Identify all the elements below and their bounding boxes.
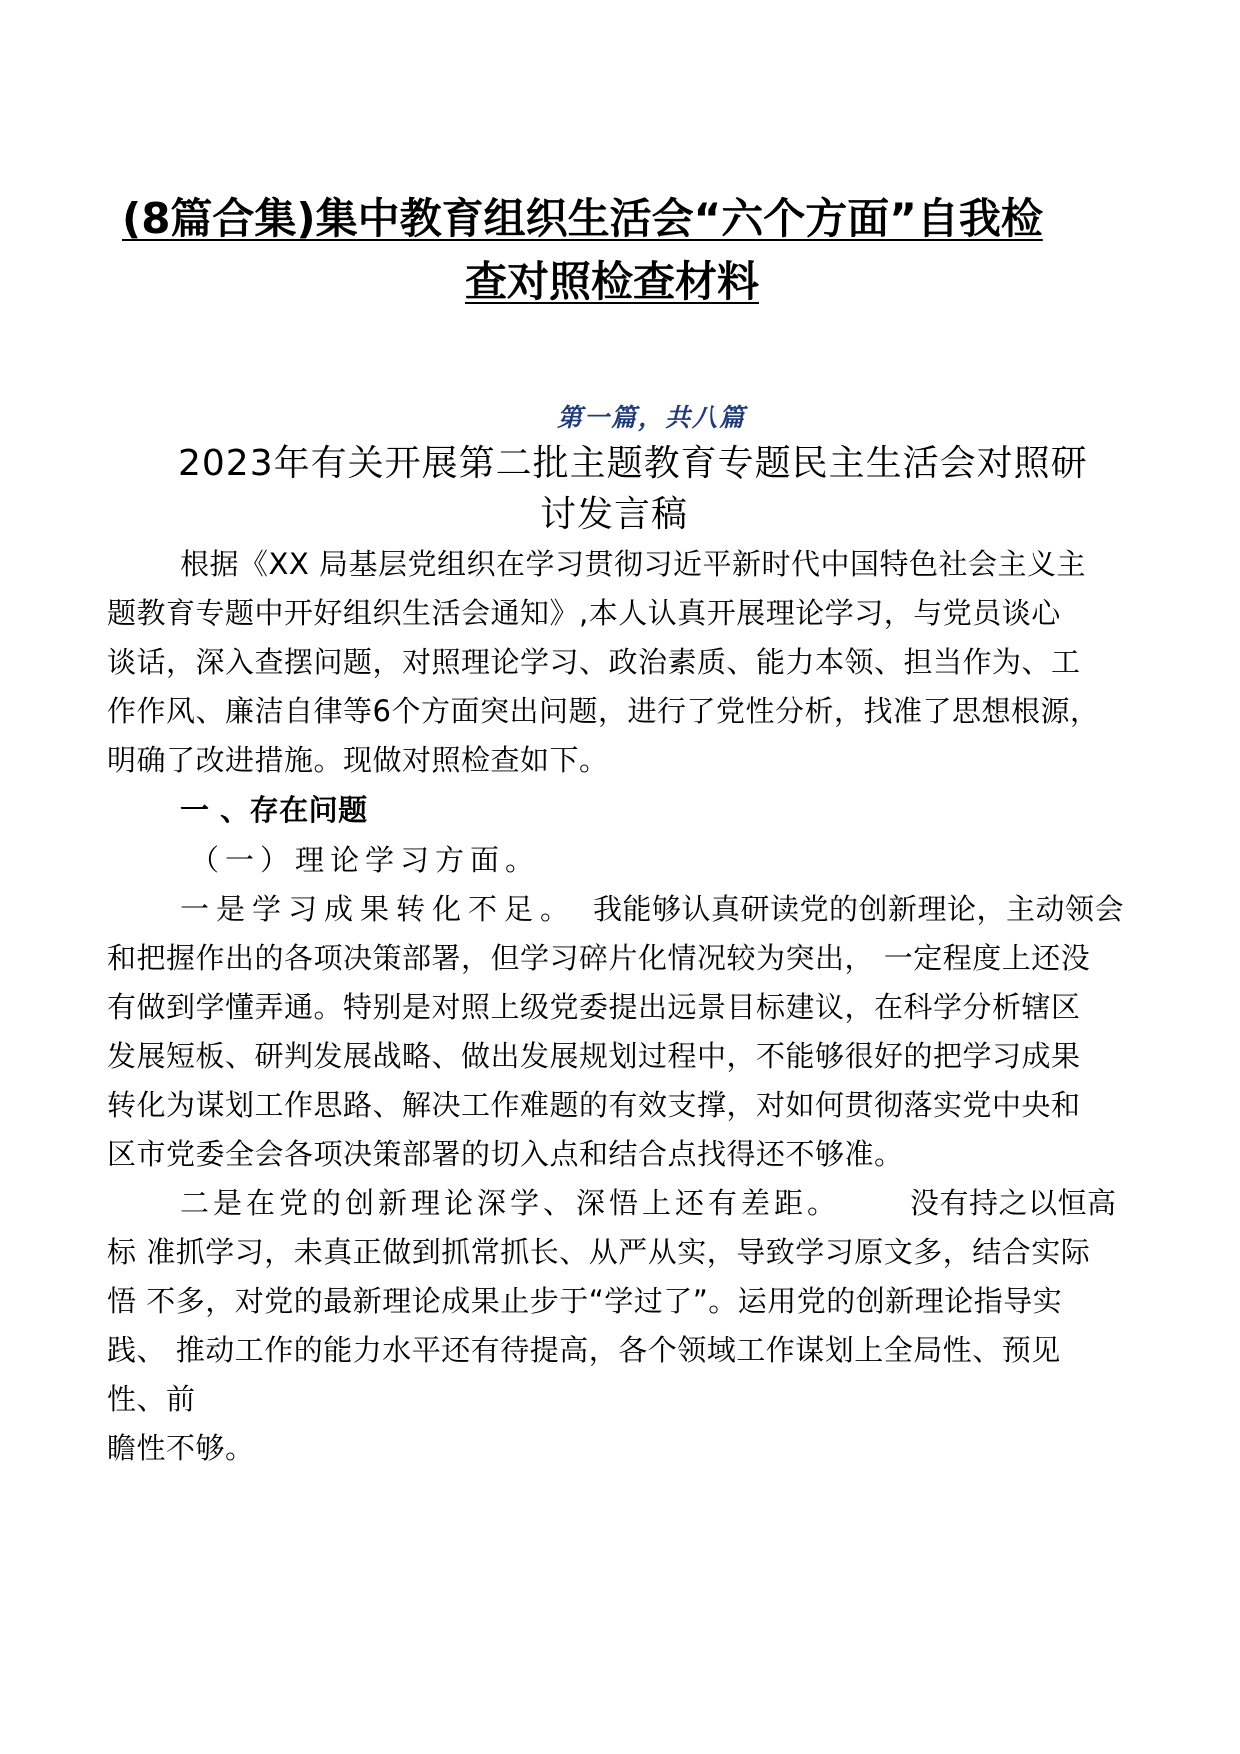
intro-line: 作作风、廉洁自律等6个方面突出问题，进行了党性分析，找准了思想根源， (107, 694, 1100, 728)
point-line: 有做到学懂弄通。特别是对照上级党委提出远景目标建议，在科学分析辖区 (107, 990, 1081, 1024)
intro-line: 谈话，深入查摆问题，对照理论学习、政治素质、能力本领、担当作为、工 (107, 645, 1081, 679)
point-line: 标 准抓学习，未真正做到抓常抓长、从严从实，导致学习原文多，结合实际 (107, 1235, 1091, 1269)
point-line: 转化为谋划工作思路、解决工作难题的有效支撑，对如何贯彻落实党中央和 (107, 1088, 1081, 1122)
subtitle-line-1: 2023年有关开展第二批主题教育专题民主生活会对照研 (178, 443, 1088, 484)
intro-line: 根据《XX 局基层党组织在学习贯彻习近平新时代中国特色社会主义主 (180, 547, 1086, 581)
subtitle-line-2: 讨发言稿 (540, 494, 689, 535)
point-line: 区市党委全会各项决策部署的切入点和结合点找得还不够准。 (107, 1137, 904, 1171)
part-label: 第一篇，共八篇 (557, 403, 747, 432)
document-title-line-1: (8篇合集)集中教育组织生活会“六个方面”自我检 (122, 194, 1043, 243)
point-line: 性、前 (107, 1382, 196, 1416)
point-line: 和把握作出的各项决策部署，但学习碎片化情况较为突出， 一定程度上还没 (107, 941, 1091, 975)
point-line: 瞻性不够。 (107, 1431, 255, 1465)
intro-line: 明确了改进措施。现做对照检查如下。 (107, 743, 609, 777)
document-title-line-2: 查对照检查材料 (465, 257, 760, 306)
point-lead: 一是学习成果转化不足。 (180, 892, 577, 926)
point-line: 我能够认真研读党的创新理论，主动领会 (593, 892, 1125, 926)
point-line: 践、 推动工作的能力水平还有待提高，各个领域工作谋划上全局性、预见 (107, 1333, 1061, 1367)
section-heading: 一 、存在问题 (180, 793, 368, 827)
point-line: 没有持之以恒高 (910, 1186, 1117, 1220)
point-line: 发展短板、研判发展战略、做出发展规划过程中，不能够很好的把学习成果 (107, 1039, 1081, 1073)
point-lead: 二是在党的创新理论深学、深悟上还有差距。 (180, 1186, 841, 1220)
subsection-heading: （一）理论学习方面。 (190, 843, 541, 877)
point-line: 悟 不多，对党的最新理论成果止步于“学过了”。运用党的创新理论指导实 (107, 1284, 1063, 1318)
intro-line: 题教育专题中开好组织生活会通知》,本人认真开展理论学习，与党员谈心 (107, 596, 1061, 630)
